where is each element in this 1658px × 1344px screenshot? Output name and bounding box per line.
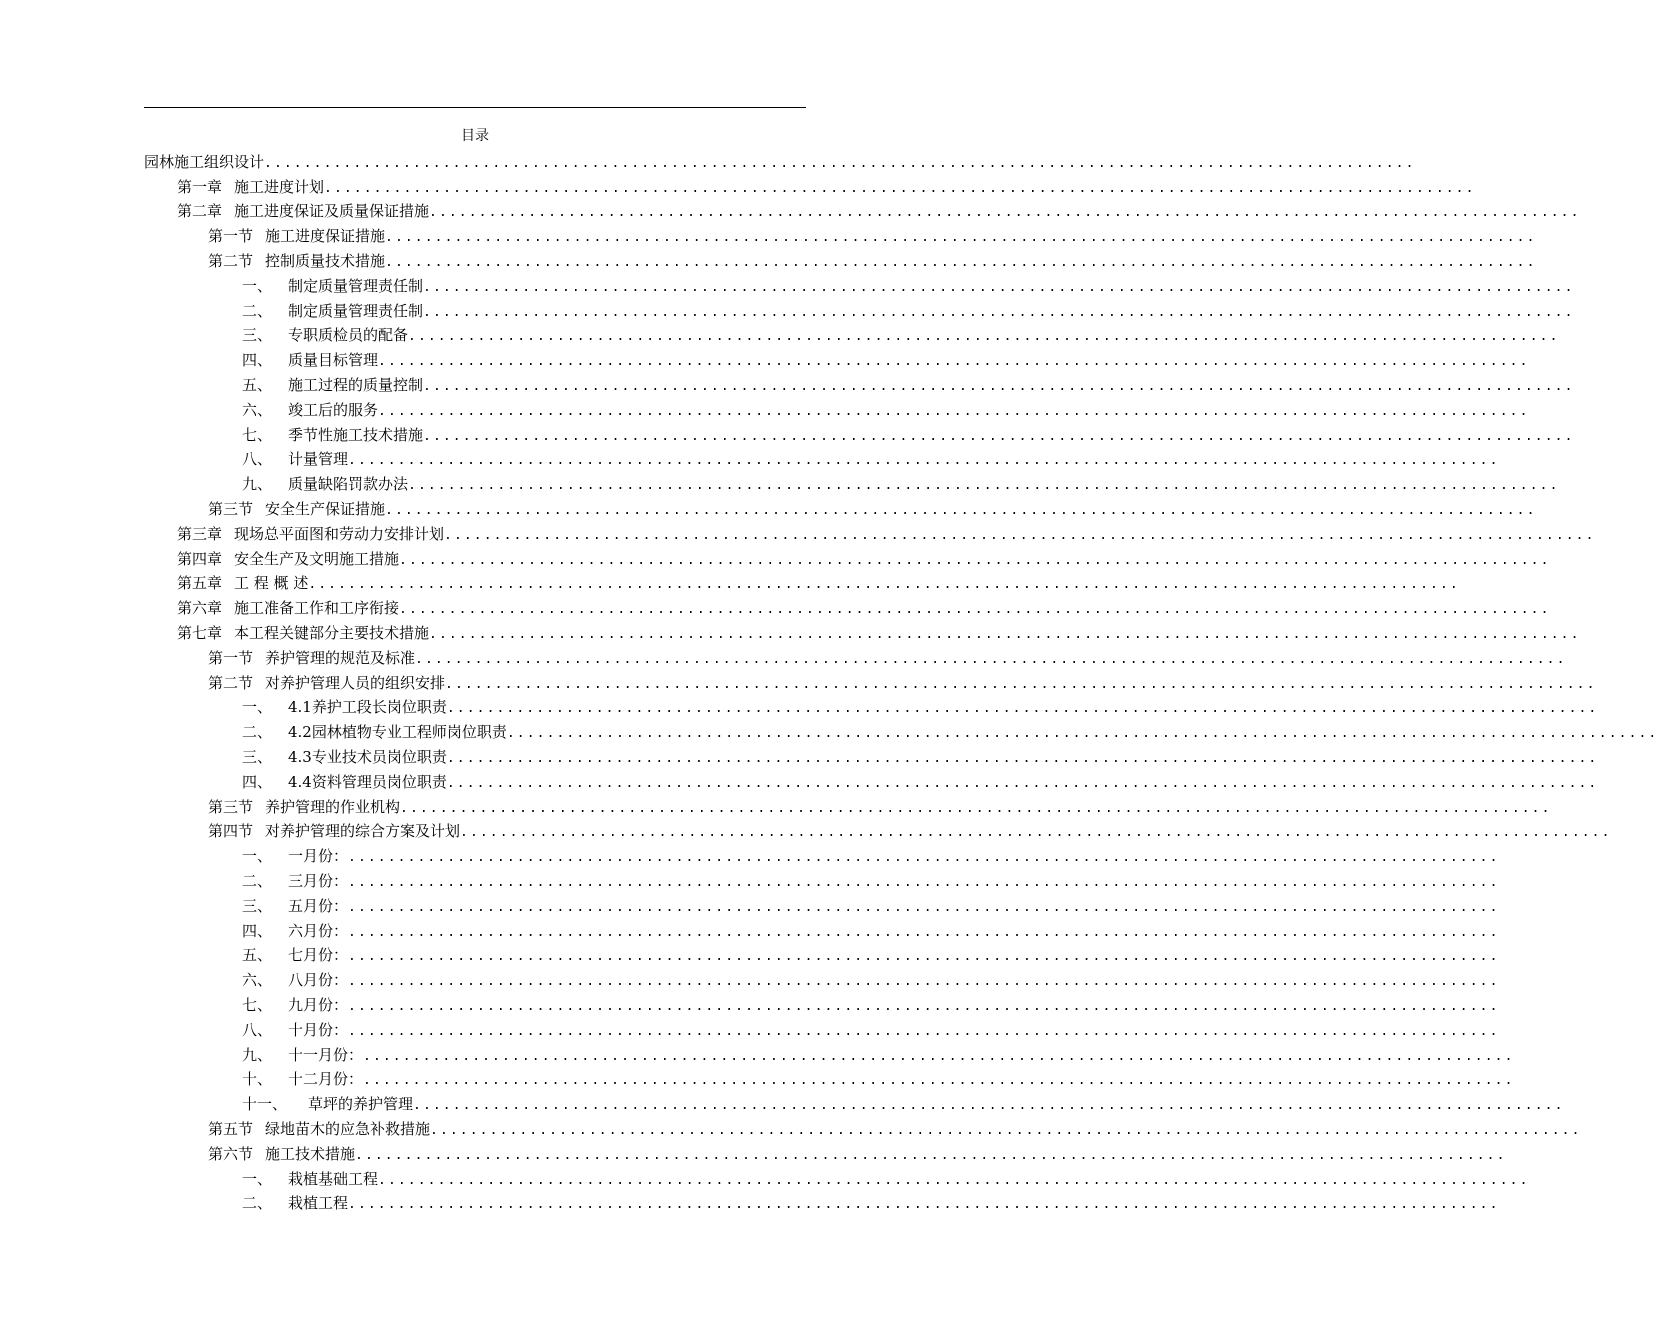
toc-entry[interactable]: [144, 1091, 1565, 1116]
toc-entry[interactable]: [144, 521, 1596, 546]
toc-entry-number: 五、: [242, 946, 273, 965]
toc-entry-title: 施工过程的质量控制: [288, 376, 424, 395]
toc-entry-number: 第三章: [177, 524, 223, 543]
toc-dot-leader: ....................................................................................................................: [348, 453, 1500, 469]
toc-entry-number: 七、: [242, 425, 273, 444]
toc-dot-leader: ....................................................................................................................: [429, 205, 1581, 221]
toc-entry[interactable]: [144, 868, 1500, 893]
toc-dot-leader: ....................................................................................................................: [446, 751, 1599, 767]
toc-dot-leader: ....................................................................................................................: [446, 775, 1599, 791]
toc-dot-leader: ....................................................................................................................: [355, 1147, 1507, 1163]
toc-dot-leader: ....................................................................................................................: [400, 800, 1552, 816]
toc-entry-number: 七、: [242, 995, 273, 1014]
toc-dot-leader: ....................................................................................................................: [430, 1122, 1582, 1138]
toc-entry-number: 六、: [242, 971, 273, 990]
toc-entry-title: 施工进度计划: [234, 177, 325, 196]
toc-dot-leader: ....................................................................................................................: [264, 155, 1416, 171]
toc-entry-number: 八、: [242, 450, 273, 469]
toc-entry-number: 第一节: [208, 648, 254, 667]
toc-entry-title: 养护管理的作业机构: [265, 797, 401, 816]
toc-entry-title: 现场总平面图和劳动力安排计划: [234, 524, 445, 543]
toc-dot-leader: ....................................................................................................................: [363, 1048, 1515, 1064]
toc-dot-leader: ....................................................................................................................: [408, 478, 1560, 494]
toc-entry-number: 九、: [242, 475, 273, 494]
toc-dot-leader: ....................................................................................................................: [378, 354, 1530, 370]
toc-entry-title: 工 程 概 述: [234, 574, 309, 593]
toc-entry-title: 养护管理的规范及标准: [265, 648, 416, 667]
toc-entry-title: 控制质量技术措施: [265, 252, 386, 271]
toc-entry-title: 九月份：: [288, 995, 349, 1014]
toc-dot-leader: ....................................................................................................................: [423, 304, 1575, 320]
toc-entry-title: 栽植工程: [288, 1194, 349, 1213]
toc-entry[interactable]: [144, 248, 1537, 273]
toc-entry[interactable]: [144, 223, 1537, 248]
toc-entry-title: 一月份：: [288, 847, 349, 866]
toc-entry-title: 六月份：: [288, 921, 349, 940]
toc-dot-leader: ....................................................................................................................: [348, 998, 1500, 1014]
toc-dot-leader: ....................................................................................................................: [445, 676, 1597, 692]
toc-entry-number: 第一章: [177, 177, 223, 196]
toc-dot-leader: ....................................................................................................................: [460, 825, 1612, 841]
toc-entry[interactable]: [144, 992, 1500, 1017]
toc-dot-leader: ....................................................................................................................: [399, 552, 1551, 568]
toc-dot-leader: ....................................................................................................................: [413, 1098, 1565, 1114]
toc-entry-title: 4.4资料管理员岗位职责: [288, 772, 447, 791]
toc-entry-number: 二、: [242, 1194, 273, 1213]
toc-entry-title: 计量管理: [288, 450, 349, 469]
toc-entry-title: 八月份：: [288, 971, 349, 990]
toc-dot-leader: ....................................................................................................................: [348, 850, 1500, 866]
toc-dot-leader: ....................................................................................................................: [348, 949, 1500, 965]
toc-entry-number: 四、: [242, 351, 273, 370]
toc-entry-number: 三、: [242, 896, 273, 915]
toc-entry[interactable]: [144, 843, 1500, 868]
header-rule: [144, 107, 806, 108]
toc-dot-leader: ....................................................................................................................: [415, 651, 1567, 667]
toc-dot-leader: ....................................................................................................................: [385, 255, 1537, 271]
toc-entry-number: 第二章: [177, 202, 223, 221]
toc-entry[interactable]: [144, 744, 1599, 769]
toc-entry-title: 安全生产保证措施: [265, 500, 386, 519]
toc-entry[interactable]: [144, 1166, 1530, 1191]
toc-entry[interactable]: [144, 1066, 1515, 1091]
toc-entry-title: 栽植基础工程: [288, 1169, 379, 1188]
toc-entry-title: 竣工后的服务: [288, 400, 379, 419]
toc-entry-title: 安全生产及文明施工措施: [234, 549, 400, 568]
toc-dot-leader: ....................................................................................................................: [446, 701, 1599, 717]
toc-entry-number: 一、: [242, 847, 273, 866]
toc-entry-title: 七月份：: [288, 946, 349, 965]
toc-entry-number: 第二节: [208, 673, 254, 692]
toc-dot-leader: ....................................................................................................................: [385, 503, 1537, 519]
toc-dot-leader: ....................................................................................................................: [429, 627, 1581, 643]
toc-entry-title: 施工准备工作和工序衔接: [234, 599, 400, 618]
toc-entry[interactable]: [144, 397, 1530, 422]
toc-entry[interactable]: [144, 893, 1500, 918]
toc-entry-number: 五、: [242, 376, 273, 395]
toc-entry-title: 对养护管理的综合方案及计划: [265, 822, 461, 841]
toc-dot-leader: ....................................................................................................................: [348, 875, 1500, 890]
toc-entry-title: 施工进度保证措施: [265, 227, 386, 246]
toc-entry[interactable]: [144, 769, 1599, 794]
toc-dot-leader: ....................................................................................................................: [348, 1197, 1500, 1213]
toc-entry-title: 十二月份：: [288, 1070, 364, 1089]
toc-entry-title: 季节性施工技术措施: [288, 425, 424, 444]
toc-entry-number: 第三节: [208, 797, 254, 816]
toc-dot-leader: ....................................................................................................................: [423, 428, 1575, 444]
toc-entry-number: 第二节: [208, 252, 254, 271]
toc-entry-title: 质量目标管理: [288, 351, 379, 370]
toc-entry-number: 十一、: [242, 1095, 288, 1114]
toc-dot-leader: ....................................................................................................................: [506, 726, 1658, 742]
toc-entry[interactable]: [144, 1017, 1500, 1042]
toc-entry[interactable]: [144, 347, 1530, 372]
toc-entry[interactable]: [144, 794, 1552, 819]
toc-entry[interactable]: [144, 695, 1599, 720]
toc-entry[interactable]: [144, 298, 1575, 323]
toc-entry[interactable]: [144, 447, 1500, 472]
toc-dot-leader: ....................................................................................................................: [363, 1073, 1515, 1089]
table-of-contents: [144, 149, 1658, 1215]
toc-entry-number: 三、: [242, 748, 273, 767]
toc-dot-leader: ....................................................................................................................: [378, 403, 1530, 419]
toc-entry[interactable]: [144, 571, 1460, 596]
toc-entry-title: 十一月份：: [288, 1045, 364, 1064]
toc-entry-number: 八、: [242, 1020, 273, 1039]
toc-entry-title: 施工进度保证及质量保证措施: [234, 202, 430, 221]
toc-entry-title: 十月份：: [288, 1020, 349, 1039]
toc-entry-number: 第七章: [177, 624, 223, 643]
toc-entry-title: 施工技术措施: [265, 1144, 356, 1163]
toc-entry-number: 二、: [242, 872, 273, 890]
toc-entry[interactable]: [144, 273, 1575, 298]
toc-entry[interactable]: [144, 496, 1537, 521]
toc-entry[interactable]: [144, 819, 1612, 844]
toc-entry[interactable]: [144, 149, 1416, 174]
toc-entry-title: 园林施工组织设计: [144, 152, 265, 171]
toc-dot-leader: ....................................................................................................................: [385, 230, 1537, 246]
toc-dot-leader: ....................................................................................................................: [348, 899, 1500, 915]
toc-entry[interactable]: [144, 174, 1476, 199]
toc-dot-leader: ....................................................................................................................: [399, 602, 1551, 618]
toc-entry-number: 九、: [242, 1045, 273, 1064]
toc-title: 目录: [461, 128, 489, 144]
toc-entry[interactable]: [144, 719, 1658, 744]
toc-entry-number: 一、: [242, 1169, 273, 1188]
toc-dot-leader: ....................................................................................................................: [423, 279, 1575, 295]
toc-entry[interactable]: [144, 471, 1560, 496]
toc-entry[interactable]: [144, 1116, 1582, 1141]
toc-entry-title: 专职质检员的配备: [288, 326, 409, 345]
toc-entry[interactable]: [144, 372, 1575, 397]
toc-entry[interactable]: [144, 199, 1581, 224]
toc-entry[interactable]: [144, 670, 1597, 695]
toc-entry-number: 第六节: [208, 1144, 254, 1163]
toc-entry-title: 草坪的养护管理: [308, 1095, 414, 1114]
toc-entry[interactable]: [144, 546, 1551, 571]
toc-entry[interactable]: [144, 422, 1575, 447]
toc-entry[interactable]: [144, 943, 1500, 968]
toc-dot-leader: ....................................................................................................................: [444, 527, 1596, 543]
toc-entry-number: 第五章: [177, 574, 223, 593]
toc-entry[interactable]: [144, 620, 1581, 645]
toc-entry-number: 四、: [242, 921, 273, 940]
toc-entry-number: 三、: [242, 326, 273, 345]
toc-entry-title: 三月份：: [288, 872, 349, 890]
toc-entry-title: 4.1养护工段长岗位职责: [288, 698, 447, 717]
toc-entry-title: 对养护管理人员的组织安排: [265, 673, 446, 692]
toc-entry-number: 第六章: [177, 599, 223, 618]
toc-entry[interactable]: [144, 595, 1551, 620]
toc-entry-number: 第三节: [208, 500, 254, 519]
toc-entry[interactable]: [144, 323, 1560, 348]
toc-entry-number: 第五节: [208, 1119, 254, 1138]
toc-entry-number: 第四节: [208, 822, 254, 841]
toc-entry[interactable]: [144, 918, 1500, 943]
toc-entry-title: 制定质量管理责任制: [288, 276, 424, 295]
toc-dot-leader: ....................................................................................................................: [348, 924, 1500, 940]
toc-dot-leader: ....................................................................................................................: [324, 180, 1476, 196]
toc-entry[interactable]: [144, 1190, 1500, 1215]
toc-entry-title: 4.3专业技术员岗位职责: [288, 748, 447, 767]
toc-entry-title: 4.2园林植物专业工程师岗位职责: [288, 723, 507, 742]
toc-dot-leader: ....................................................................................................................: [378, 1172, 1530, 1188]
toc-entry-title: 制定质量管理责任制: [288, 301, 424, 320]
toc-entry-number: 二、: [242, 723, 273, 742]
toc-dot-leader: ....................................................................................................................: [408, 329, 1560, 345]
toc-entry-number: 第四章: [177, 549, 223, 568]
toc-entry-number: 四、: [242, 772, 273, 791]
toc-entry-title: 本工程关键部分主要技术措施: [234, 624, 430, 643]
toc-entry-number: 第一节: [208, 227, 254, 246]
toc-entry-title: 质量缺陷罚款办法: [288, 475, 409, 494]
toc-entry-number: 十、: [242, 1070, 273, 1089]
toc-entry-number: 一、: [242, 276, 273, 295]
toc-entry[interactable]: [144, 1141, 1507, 1166]
toc-entry-number: 二、: [242, 301, 273, 320]
toc-dot-leader: ....................................................................................................................: [308, 577, 1460, 593]
toc-entry-title: 五月份：: [288, 896, 349, 915]
toc-dot-leader: ....................................................................................................................: [423, 379, 1575, 395]
toc-entry-number: 一、: [242, 698, 273, 717]
toc-entry[interactable]: [144, 645, 1567, 670]
toc-dot-leader: ....................................................................................................................: [348, 974, 1500, 990]
toc-entry[interactable]: [144, 1042, 1515, 1067]
toc-dot-leader: ....................................................................................................................: [348, 1023, 1500, 1039]
toc-entry-number: 六、: [242, 400, 273, 419]
toc-entry-title: 绿地苗木的应急补救措施: [265, 1119, 431, 1138]
toc-entry[interactable]: [144, 967, 1500, 992]
